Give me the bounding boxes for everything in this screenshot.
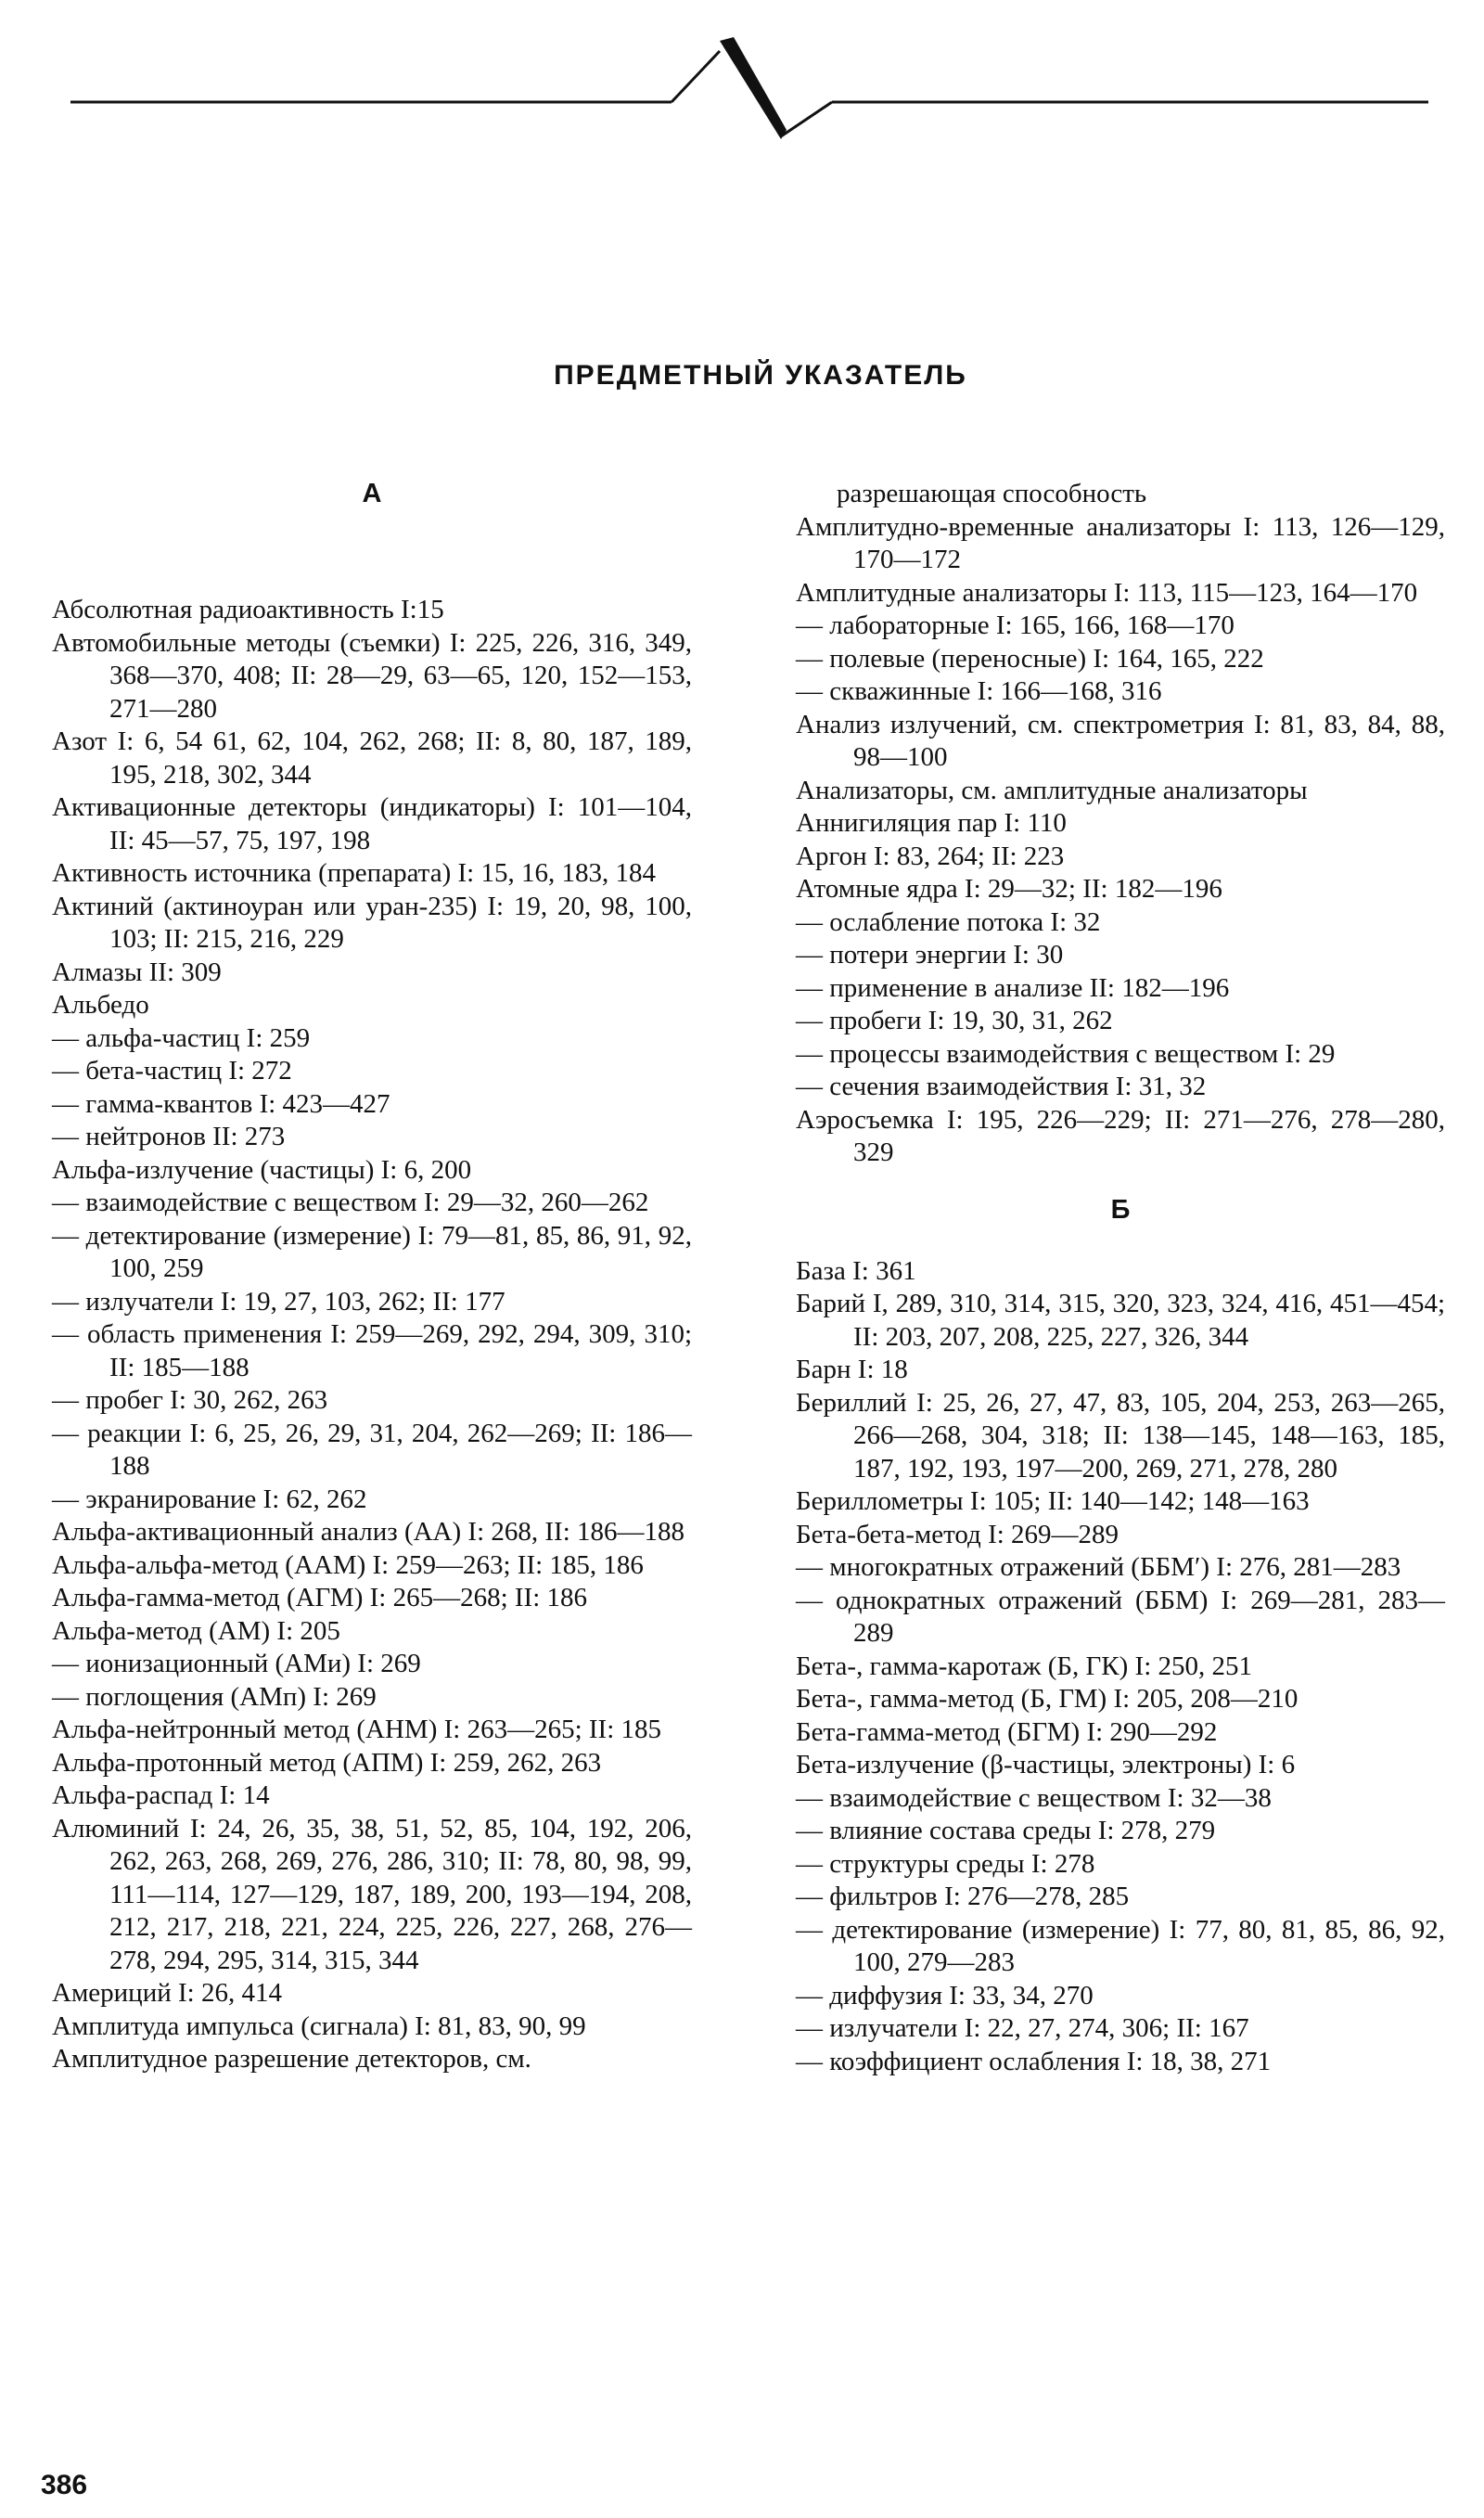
index-subentry: — бета-частиц I: 272 [52, 1056, 292, 1086]
index-column-right [796, 478, 1445, 2078]
index-entry: База I: 361 [796, 1255, 916, 1286]
index-subentry: — многократных отражений (ББМ′) I: 276, 281—283 [796, 1552, 1401, 1582]
index-entry: Алмазы II: 309 [52, 957, 222, 987]
index-entry: Активность источника (препарата) I: 15, 16, 183, 184 [52, 858, 656, 888]
index-subentry: — ослабление потока I: 32 [796, 906, 1101, 937]
index-subentry: — диффузия I: 33, 34, 270 [796, 1980, 1094, 2011]
index-entry: Бета-, гамма-метод (Б, ГМ) I: 205, 208—210 [796, 1684, 1298, 1714]
index-subentry: — ионизационный (АМи) I: 269 [52, 1649, 421, 1678]
index-entry: Амплитудно-временные анализаторы I: 113, 126—129, 170—172 [796, 511, 1445, 574]
index-entry: Анализ излучений, см. спектрометрия I: 81, 83, 84, 88, 98—100 [796, 709, 1445, 772]
index-subentry: — процессы взаимодействия с веществом I: 29 [796, 1038, 1336, 1069]
section-letter-b: Б [1110, 1194, 1131, 1225]
index-entry: Бериллометры I: 105; II: 140—142; 148—163 [796, 1486, 1310, 1516]
index-subentry: — фильтров I: 276—278, 285 [796, 1882, 1130, 1911]
index-entry: Абсолютная радиоактивность I:15 [52, 595, 444, 624]
index-entry: Альфа-протонный метод (АПМ) I: 259, 262, 263 [52, 1747, 602, 1778]
index-entry: Альфа-метод (АМ) I: 205 [52, 1615, 340, 1646]
index-entries-right-top [796, 478, 1445, 1170]
index-entry: Альфа-альфа-метод (ААМ) I: 259—263; II: 185, 186 [52, 1549, 644, 1580]
index-entry: Аэросъемка I: 195, 226—229; II: 271—276, 278—280, 329 [796, 1104, 1445, 1167]
index-entry: Альфа-излучение (частицы) I: 6, 200 [52, 1154, 472, 1185]
index-subentry: — однократных отражений (ББМ) I: 269—281, 283—289 [796, 1585, 1445, 1648]
index-entry: Бета-излучение (β-частицы, электроны) I: 6 [796, 1750, 1296, 1779]
index-subentry: — пробеги I: 19, 30, 31, 262 [796, 1006, 1113, 1035]
index-subentry: — взаимодействие с веществом I: 29—32, 260—262 [52, 1188, 649, 1217]
section-letter-a: А [362, 479, 382, 508]
index-subentry: — реакции I: 6, 25, 26, 29, 31, 204, 262—269; II: 186—188 [52, 1418, 692, 1481]
index-entry: Атомные ядра I: 29—32; II: 182—196 [796, 874, 1222, 904]
index-subentry: — взаимодействие с веществом I: 32—38 [796, 1782, 1272, 1813]
index-entry: Бета-, гамма-каротаж (Б, ГК) I: 250, 251 [796, 1651, 1252, 1681]
index-entry: Бета-гамма-метод (БГМ) I: 290—292 [796, 1716, 1218, 1747]
index-entry: Барий I, 289, 310, 314, 315, 320, 323, 324, 416, 451—454; II: 203, 207, 208, 225, 227, 326, 344 [796, 1289, 1445, 1352]
index-entry: Автомобильные методы (съемки) I: 225, 226, 316, 349, 368—370, 408; II: 28—29, 63—65, 120, 152—153, 271—280 [52, 627, 692, 724]
index-entries-right-bottom [796, 1255, 1445, 2079]
index-entry: Альфа-активационный анализ (АА) I: 268, II: 186—188 [52, 1517, 684, 1547]
index-entry: Аргон I: 83, 264; II: 223 [796, 841, 1065, 871]
index-entry: Анализаторы, см. амплитудные анализаторы [796, 775, 1308, 805]
index-subentry: — применение в анализе II: 182—196 [796, 972, 1230, 1003]
index-entry: Активационные детекторы (индикаторы) I: 101—104, II: 45—57, 75, 197, 198 [52, 792, 692, 855]
index-entry: Альбедо [52, 990, 149, 1020]
index-entries-left [52, 594, 692, 2076]
index-entry: Альфа-нейтронный метод (АНМ) I: 263—265; II: 185 [52, 1715, 662, 1744]
index-subentry: — нейтронов II: 273 [52, 1122, 286, 1151]
index-subentry: — поглощения (АМп) I: 269 [52, 1681, 377, 1712]
index-entry: Альфа-распад I: 14 [52, 1780, 270, 1810]
index-subentry: — детектирование (измерение) I: 79—81, 85, 86, 91, 92, 100, 259 [52, 1220, 692, 1283]
index-entry: Барн I: 18 [796, 1355, 908, 1384]
index-entry: Альфа-гамма-метод (АГМ) I: 265—268; II: 186 [52, 1583, 588, 1612]
index-subentry: — влияние состава среды I: 278, 279 [796, 1816, 1216, 1845]
index-subentry: — лабораторные I: 165, 166, 168—170 [796, 610, 1235, 640]
index-entry: Бета-бета-метод I: 269—289 [796, 1519, 1119, 1549]
index-subentry: — область применения I: 259—269, 292, 294, 309, 310; II: 185—188 [52, 1319, 692, 1382]
page-title: ПРЕДМЕТНЫЙ УКАЗАТЕЛЬ [554, 360, 967, 391]
index-subentry: — коэффициент ослабления I: 18, 38, 271 [796, 2046, 1272, 2076]
index-entry: Актиний (актиноуран или уран-235) I: 19, 20, 98, 100, 103; II: 215, 216, 229 [52, 891, 692, 954]
index-subentry: — потери энергии I: 30 [796, 940, 1064, 970]
index-subentry: — сечения взаимодействия I: 31, 32 [796, 1072, 1207, 1101]
index-subentry: — скважинные I: 166—168, 316 [796, 676, 1162, 706]
index-entry: Аннигиляция пар I: 110 [796, 808, 1067, 838]
index-subentry: — структуры среды I: 278 [796, 1848, 1095, 1879]
index-entry: Амплитуда импульса (сигнала) I: 81, 83, 90, 99 [52, 2011, 586, 2041]
index-subentry: — излучатели I: 22, 27, 274, 306; II: 167 [796, 2013, 1249, 2043]
index-subentry: разрешающая способность [837, 479, 1147, 508]
index-subentry: — пробег I: 30, 262, 263 [52, 1385, 328, 1415]
index-entry: Америций I: 26, 414 [52, 1978, 282, 2008]
index-column-left [52, 478, 692, 2076]
index-subentry: — излучатели I: 19, 27, 103, 262; II: 177 [52, 1286, 505, 1317]
index-entry: Амплитудное разрешение детекторов, см. [52, 2044, 531, 2074]
index-entry: Азот I: 6, 54 61, 62, 104, 262, 268; II: 8, 80, 187, 189, 195, 218, 302, 344 [52, 726, 692, 790]
index-subentry: — полевые (переносные) I: 164, 165, 222 [796, 643, 1264, 674]
index-entry: Бериллий I: 25, 26, 27, 47, 83, 105, 204, 253, 263—265, 266—268, 304, 318; II: 138—145, 148—163, 185, 187, 192, 193, 197—200, 269, 271, 278, 280 [796, 1387, 1445, 1484]
header-ornament [0, 0, 1484, 158]
index-subentry: — гамма-квантов I: 423—427 [52, 1088, 390, 1119]
index-entry: Амплитудные анализаторы I: 113, 115—123, 164—170 [796, 577, 1418, 608]
page-number: 386 [41, 2470, 88, 2500]
index-entry: Алюминий I: 24, 26, 35, 38, 51, 52, 85, 104, 192, 206, 262, 263, 268, 269, 276, 286, 310; II: 78, 80, 98, 99, 111—114, 127—129, 187, 189, 200, 193—194, 208, 212, 217, 218, 221, 224, 225, 226, 227, 268, 276—278, 294, 295, 314, 315, 344 [52, 1813, 692, 1975]
index-subentry: — альфа-частиц I: 259 [52, 1022, 311, 1053]
index-subentry: — экранирование I: 62, 262 [52, 1484, 367, 1514]
index-subentry: — детектирование (измерение) I: 77, 80, 81, 85, 86, 92, 100, 279—283 [796, 1914, 1445, 1977]
